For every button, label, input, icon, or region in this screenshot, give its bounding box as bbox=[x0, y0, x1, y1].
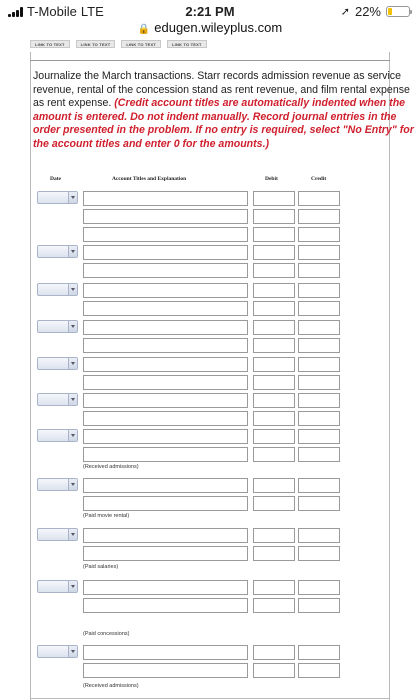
date-select[interactable] bbox=[37, 429, 78, 442]
date-select[interactable] bbox=[37, 528, 78, 541]
debit-input[interactable] bbox=[253, 645, 295, 660]
journal-row bbox=[0, 447, 420, 462]
journal-row bbox=[0, 227, 420, 242]
account-title-input[interactable] bbox=[83, 496, 248, 511]
entry-explanation: (Received admissions) bbox=[83, 683, 139, 689]
account-title-input[interactable] bbox=[83, 375, 248, 390]
link-strip bbox=[30, 40, 390, 51]
credit-input[interactable] bbox=[298, 528, 340, 543]
header-credit: Credit bbox=[311, 176, 327, 182]
journal-row bbox=[0, 478, 420, 493]
credit-input[interactable] bbox=[298, 645, 340, 660]
account-title-input[interactable] bbox=[83, 263, 248, 278]
account-title-input[interactable] bbox=[83, 598, 248, 613]
account-title-input[interactable] bbox=[83, 393, 248, 408]
debit-input[interactable] bbox=[253, 320, 295, 335]
journal-row bbox=[0, 663, 420, 678]
date-select[interactable] bbox=[37, 393, 78, 406]
account-title-input[interactable] bbox=[83, 478, 248, 493]
date-select[interactable] bbox=[37, 357, 78, 370]
credit-input[interactable] bbox=[298, 546, 340, 561]
header-debit: Debit bbox=[265, 176, 278, 182]
journal-row bbox=[0, 357, 420, 372]
journal-row bbox=[0, 375, 420, 390]
credit-input[interactable] bbox=[298, 598, 340, 613]
debit-input[interactable] bbox=[253, 528, 295, 543]
account-title-input[interactable] bbox=[83, 245, 248, 260]
debit-input[interactable] bbox=[253, 429, 295, 444]
credit-input[interactable] bbox=[298, 429, 340, 444]
divider bbox=[30, 698, 390, 699]
entry-explanation: (Received admissions) bbox=[83, 464, 139, 470]
date-select[interactable] bbox=[37, 478, 78, 491]
account-title-input[interactable] bbox=[83, 357, 248, 372]
journal-row bbox=[0, 191, 420, 206]
link-to-text-tab[interactable]: LINK TO TEXT bbox=[30, 40, 70, 48]
battery-icon bbox=[386, 6, 410, 17]
account-title-input[interactable] bbox=[83, 338, 248, 353]
instruction-emphasis: (Credit account titles are automatically indented when the amount is entered. Do not indent manually. Record journal entries in the order presented in the problem. If no entry is required, select "No Entry" for the account titles and enter 0 for the amounts.) bbox=[33, 97, 414, 150]
account-title-input[interactable] bbox=[83, 301, 248, 316]
journal-row bbox=[0, 645, 420, 660]
chevron-down-icon bbox=[68, 192, 77, 203]
credit-input[interactable] bbox=[298, 447, 340, 462]
entry-explanation: (Paid movie rental) bbox=[83, 513, 130, 519]
account-title-input[interactable] bbox=[83, 191, 248, 206]
date-select[interactable] bbox=[37, 283, 78, 296]
account-title-input[interactable] bbox=[83, 209, 248, 224]
debit-input[interactable] bbox=[253, 663, 295, 678]
url-text: edugen.wileyplus.com bbox=[154, 20, 283, 35]
debit-input[interactable] bbox=[253, 263, 295, 278]
journal-row bbox=[0, 283, 420, 298]
credit-input[interactable] bbox=[298, 375, 340, 390]
account-title-input[interactable] bbox=[83, 528, 248, 543]
credit-input[interactable] bbox=[298, 301, 340, 316]
credit-input[interactable] bbox=[298, 411, 340, 426]
journal-row bbox=[0, 320, 420, 335]
debit-input[interactable] bbox=[253, 227, 295, 242]
address-bar[interactable] bbox=[0, 20, 420, 40]
journal-row bbox=[0, 546, 420, 561]
journal-row bbox=[0, 429, 420, 444]
entry-explanation: (Paid salaries) bbox=[83, 564, 119, 570]
journal-row bbox=[0, 580, 420, 595]
journal-row bbox=[0, 528, 420, 543]
debit-input[interactable] bbox=[253, 580, 295, 595]
status-right bbox=[341, 4, 410, 19]
journal-row bbox=[0, 411, 420, 426]
chevron-down-icon bbox=[68, 581, 77, 592]
instruction-text: Journalize the March transactions. Starr records admission revenue as service revenue, rental of the concession stand as rent revenue, and film rental expense as rent expense. bbox=[33, 70, 410, 110]
chevron-down-icon bbox=[68, 284, 77, 295]
location-arrow-icon: ➚ bbox=[340, 6, 350, 18]
header-date: Date bbox=[50, 176, 61, 182]
link-to-text-tab[interactable]: LINK TO TEXT bbox=[76, 40, 116, 48]
account-title-input[interactable] bbox=[83, 283, 248, 298]
account-title-input[interactable] bbox=[83, 447, 248, 462]
credit-input[interactable] bbox=[298, 580, 340, 595]
debit-input[interactable] bbox=[253, 411, 295, 426]
journal-row bbox=[0, 263, 420, 278]
debit-input[interactable] bbox=[253, 598, 295, 613]
date-select[interactable] bbox=[37, 245, 78, 258]
credit-input[interactable] bbox=[298, 478, 340, 493]
credit-input[interactable] bbox=[298, 245, 340, 260]
debit-input[interactable] bbox=[253, 245, 295, 260]
credit-input[interactable] bbox=[298, 357, 340, 372]
status-bar bbox=[0, 0, 420, 20]
credit-input[interactable] bbox=[298, 283, 340, 298]
chevron-down-icon bbox=[68, 430, 77, 441]
debit-input[interactable] bbox=[253, 546, 295, 561]
debit-input[interactable] bbox=[253, 209, 295, 224]
chevron-down-icon bbox=[68, 646, 77, 657]
question-instructions bbox=[33, 70, 419, 152]
date-select[interactable] bbox=[37, 191, 78, 204]
journal-row bbox=[0, 338, 420, 353]
account-title-input[interactable] bbox=[83, 546, 248, 561]
credit-input[interactable] bbox=[298, 393, 340, 408]
header-account-titles: Account Titles and Explanation bbox=[112, 176, 187, 182]
account-title-input[interactable] bbox=[83, 227, 248, 242]
journal-row bbox=[0, 301, 420, 316]
date-select[interactable] bbox=[37, 580, 78, 593]
credit-input[interactable] bbox=[298, 263, 340, 278]
credit-input[interactable] bbox=[298, 663, 340, 678]
clock: 2:21 PM bbox=[185, 4, 235, 19]
date-select[interactable] bbox=[37, 320, 78, 333]
debit-input[interactable] bbox=[253, 301, 295, 316]
link-to-text-tab[interactable]: LINK TO TEXT bbox=[167, 40, 207, 48]
chevron-down-icon bbox=[68, 529, 77, 540]
credit-input[interactable] bbox=[298, 227, 340, 242]
account-title-input[interactable] bbox=[83, 663, 248, 678]
account-title-input[interactable] bbox=[83, 411, 248, 426]
journal-row bbox=[0, 245, 420, 260]
chevron-down-icon bbox=[68, 321, 77, 332]
account-title-input[interactable] bbox=[83, 580, 248, 595]
chevron-down-icon bbox=[68, 358, 77, 369]
credit-input[interactable] bbox=[298, 338, 340, 353]
journal-row bbox=[0, 598, 420, 613]
journal-row bbox=[0, 393, 420, 408]
chevron-down-icon bbox=[68, 246, 77, 257]
battery-percent: 22% bbox=[354, 4, 381, 19]
debit-input[interactable] bbox=[253, 338, 295, 353]
date-select[interactable] bbox=[37, 645, 78, 658]
credit-input[interactable] bbox=[298, 320, 340, 335]
debit-input[interactable] bbox=[253, 375, 295, 390]
divider bbox=[30, 60, 390, 61]
account-title-input[interactable] bbox=[83, 320, 248, 335]
journal-row bbox=[0, 496, 420, 511]
debit-input[interactable] bbox=[253, 393, 295, 408]
journal-row bbox=[0, 209, 420, 224]
lock-icon: 🔒 bbox=[137, 24, 151, 35]
debit-input[interactable] bbox=[253, 447, 295, 462]
carrier-name: T-Mobile bbox=[27, 4, 77, 19]
debit-input[interactable] bbox=[253, 478, 295, 493]
debit-input[interactable] bbox=[253, 357, 295, 372]
entry-explanation: (Paid concessions) bbox=[83, 631, 130, 637]
debit-input[interactable] bbox=[253, 283, 295, 298]
account-title-input[interactable] bbox=[83, 645, 248, 660]
link-to-text-tab[interactable]: LINK TO TEXT bbox=[121, 40, 161, 48]
chevron-down-icon bbox=[68, 479, 77, 490]
chevron-down-icon bbox=[68, 394, 77, 405]
debit-input[interactable] bbox=[253, 496, 295, 511]
credit-input[interactable] bbox=[298, 191, 340, 206]
account-title-input[interactable] bbox=[83, 429, 248, 444]
network-type: LTE bbox=[80, 4, 104, 19]
credit-input[interactable] bbox=[298, 209, 340, 224]
battery-level bbox=[388, 8, 392, 15]
credit-input[interactable] bbox=[298, 496, 340, 511]
debit-input[interactable] bbox=[253, 191, 295, 206]
